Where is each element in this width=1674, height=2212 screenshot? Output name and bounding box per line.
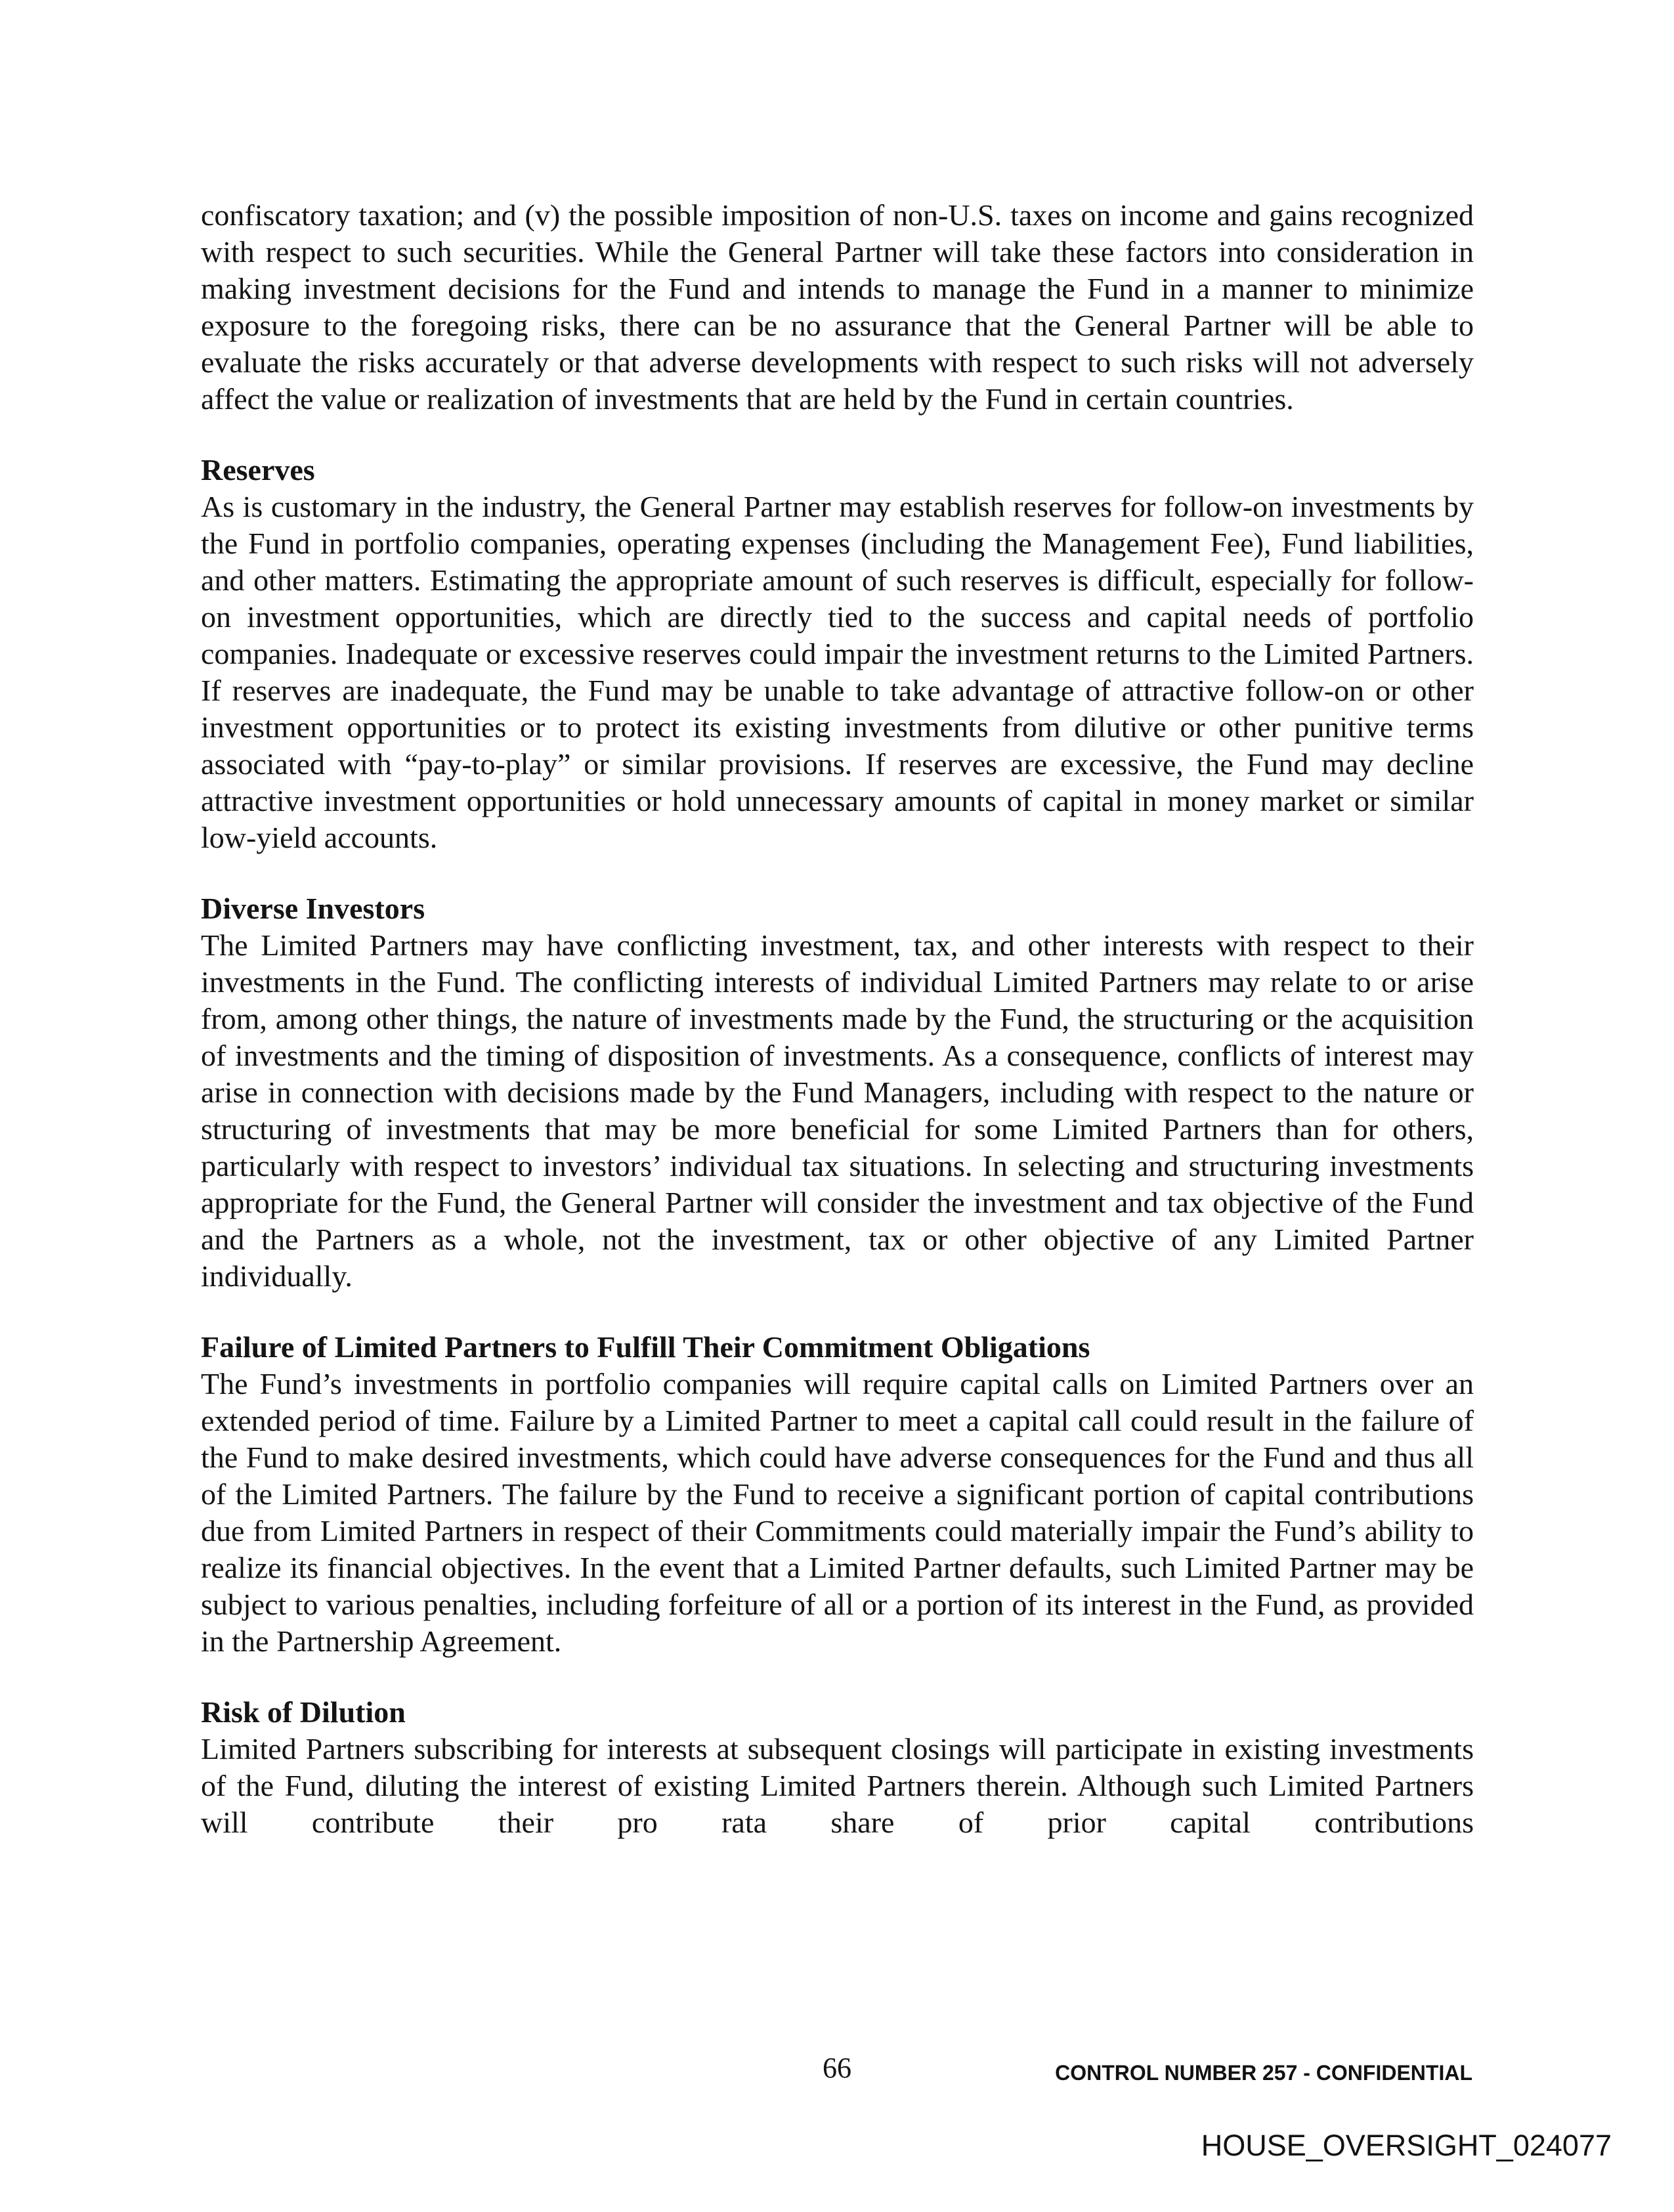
section-heading: Failure of Limited Partners to Fulfill Their Commitment Obligations — [201, 1330, 1090, 1364]
section-heading: Reserves — [201, 453, 315, 487]
section-heading: Risk of Dilution — [201, 1695, 406, 1729]
page-number: 66 — [823, 2052, 851, 2084]
section-body: As is customary in the industry, the General Partner may establish reserves for follow-on investments by the Fund in portfolio companies, operating expenses (including the Management Fee), Fund liabilities, and other matters. Estimating the appropriate amount of such reserves is difficult, especially for follow-on investment opportunities, which are directly tied to the success and capital needs of portfolio companies. Inadequate or excessive reserves could impair the investment returns to the Limited Partners. If reserves are inadequate, the Fund may be unable to take advantage of attractive follow-on or other investment opportunities or to protect its existing investments from dilutive or other punitive terms associated with “pay-to-play” or similar provisions. If reserves are excessive, the Fund may decline attractive investment opportunities or hold unnecessary amounts of capital in money market or similar low-yield accounts. — [201, 490, 1474, 854]
page-content — [201, 197, 1474, 1841]
section-failure-of-limited-partners — [201, 1329, 1474, 1660]
section-body: The Fund’s investments in portfolio companies will require capital calls on Limited Partners over an extended period of time. Failure by a Limited Partner to meet a capital call could result in the failure of the Fund to make desired investments, which could have adverse consequences for the Fund and thus all of the Limited Partners. The failure by the Fund to receive a significant portion of capital contributions due from Limited Partners in respect of their Commitments could materially impair the Fund’s ability to realize its financial objectives. In the event that a Limited Partner defaults, such Limited Partner may be subject to various penalties, including forfeiture of all or a portion of its interest in the Fund, as provided in the Partnership Agreement. — [201, 1367, 1474, 1658]
section-body: The Limited Partners may have conflicting investment, tax, and other interests with respect to their investments in the Fund. The conflicting interests of individual Limited Partners may relate to or arise from, among other things, the nature of investments made by the Fund, the structuring or the acquisition of investments and the timing of disposition of investments. As a consequence, conflicts of interest may arise in connection with decisions made by the Fund Managers, including with respect to the nature or structuring of investments that may be more beneficial for some Limited Partners than for others, particularly with respect to investors’ individual tax situations. In selecting and structuring investments appropriate for the Fund, the General Partner will consider the investment and tax objective of the Fund and the Partners as a whole, not the investment, tax or other objective of any Limited Partner individually. — [201, 928, 1474, 1293]
bates-number: HOUSE_OVERSIGHT_024077 — [1201, 2129, 1612, 2162]
section-body: Limited Partners subscribing for interests at subsequent closings will participate in existing investments of the Fund, diluting the interest of existing Limited Partners therein. Although such Limited Partners will contribute their pro rata share of prior capital contributions — [201, 1732, 1474, 1839]
control-number-label: CONTROL NUMBER 257 - CONFIDENTIAL — [1055, 2061, 1472, 2085]
section-diverse-investors — [201, 890, 1474, 1295]
section-heading: Diverse Investors — [201, 892, 425, 925]
intro-paragraph: confiscatory taxation; and (v) the possible imposition of non-U.S. taxes on income and gains recognized with respect to such securities. While the General Partner will take these factors into consideration in making investment decisions for the Fund and intends to manage the Fund in a manner to minimize exposure to the foregoing risks, there can be no assurance that the General Partner will be able to evaluate the risks accurately or that adverse developments with respect to such risks will not adversely affect the value or realization of investments that are held by the Fund in certain countries. — [201, 198, 1474, 416]
section-risk-of-dilution — [201, 1694, 1474, 1841]
section-reserves — [201, 452, 1474, 856]
